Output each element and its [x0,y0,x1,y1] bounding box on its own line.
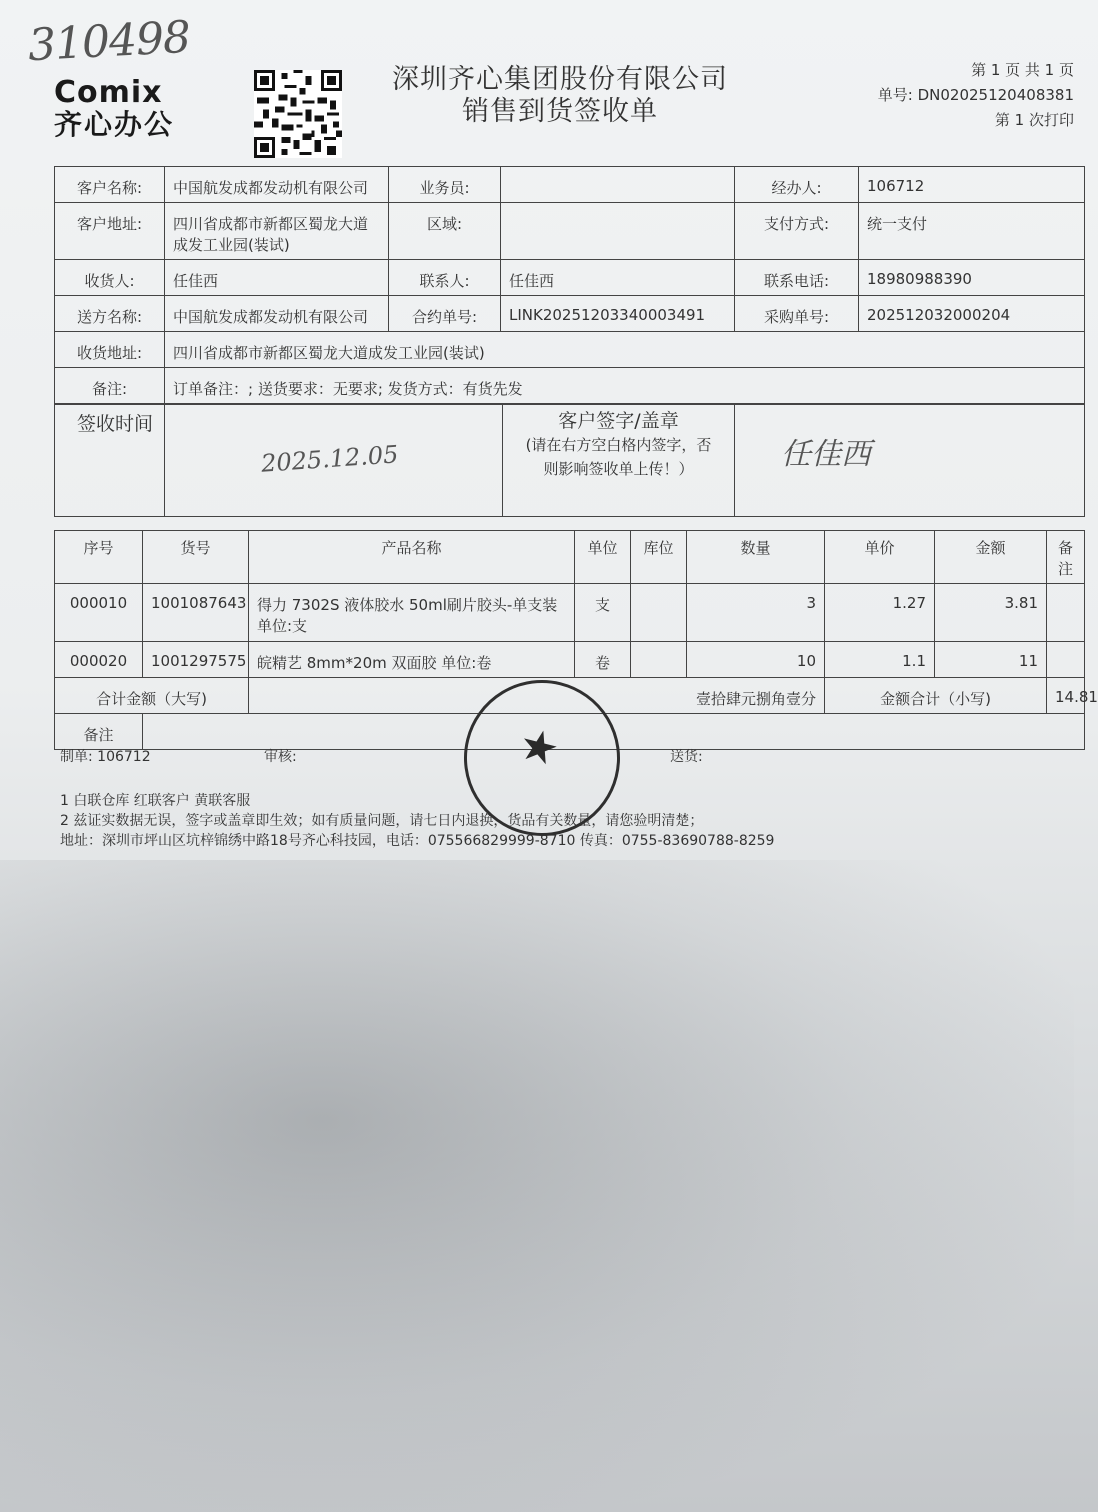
items-remarks-label: 备注 [55,714,143,750]
item-location [631,584,687,642]
signature-row [55,405,1085,517]
info-row-customer [55,167,1085,203]
total-lower-value: 14.81 [1047,678,1085,714]
customer-signature: 任佳西 [781,437,871,472]
info-row-delivery [55,332,1085,368]
doc-number [834,83,1074,108]
item-unit: 卷 [575,642,631,678]
total-upper-label: 合计金额（大写) [55,678,249,714]
receiver-label: 收货人: [55,260,165,296]
contract-label: 合约单号: [389,296,501,332]
col-qty: 数量 [687,531,825,584]
info-row-receiver [55,260,1085,296]
logo-text-en: Comix [54,75,163,110]
item-amount: 3.81 [935,584,1047,642]
footer-address: 地址：深圳市坪山区坑梓锦绣中路18号齐心科技园，电话：075566829999-8710 传真：0755-83690788-8259 [60,833,775,849]
col-note: 备注 [1047,531,1085,584]
star-icon: ★ [513,717,565,778]
item-location [631,642,687,678]
customer-address-line1: 四川省成都市新都区蜀龙大道 [173,215,369,233]
item-name [249,642,575,678]
sign-time-value: 2025.12.05 [260,440,400,478]
company-name: 深圳齐心集团股份有限公司 [392,64,728,95]
info-table [54,166,1085,404]
handler-value: 106712 [859,167,1085,203]
customer-address-line2: 成发工业园(装试) [173,236,290,254]
logo-text-cn: 齐心办公 [54,108,175,141]
qr-code-icon [254,70,342,158]
handwritten-number: 310498 [26,11,192,72]
photo-shadow [0,860,1074,1512]
page-info [834,58,1074,133]
comix-logo [54,75,175,142]
info-row-shipto [55,296,1085,332]
salesman-label: 业务员: [389,167,501,203]
item-seq: 000010 [55,584,143,642]
maker-label: 制单: [60,749,93,765]
footer-terms: 2 兹证实数据无误，签字或盖章即生效；如有质量问题，请七日内退换，货品有关数量，请您验明清楚； [60,813,704,829]
col-seq: 序号 [55,531,143,584]
po-value: 202512032000204 [859,296,1085,332]
item-note [1047,584,1085,642]
sign-time-cell[interactable] [165,405,503,517]
total-lower-label: 金额合计（小写) [825,678,1047,714]
print-count: 第 1 次打印 [994,111,1074,129]
maker-value: 106712 [97,749,151,765]
payment-label: 支付方式: [735,203,859,260]
doc-number-value: DN02025120408381 [917,86,1074,104]
table-row [55,584,1085,642]
po-label: 采购单号: [735,296,859,332]
doc-number-label: 单号: [877,86,913,104]
sign-note-line2: 则影响签收单上传！） [543,460,694,478]
contact-value: 任佳西 [501,260,735,296]
region-label: 区域: [389,203,501,260]
sign-note-line1: (请在右方空白格内签字，否 [525,436,712,454]
col-name: 产品名称 [249,531,575,584]
region-value [501,203,735,260]
customer-address-label: 客户地址: [55,203,165,260]
phone-value: 18980988390 [859,260,1085,296]
col-location: 库位 [631,531,687,584]
sign-time-label: 签收时间 [55,405,165,517]
document-title: 销售到货签收单 [462,96,658,127]
page-count: 第 1 页 共 1 页 [971,61,1074,79]
contact-label: 联系人: [389,260,501,296]
footer-copies: 1 白联仓库 红联客户 黄联客服 [60,793,251,809]
salesman-value [501,167,735,203]
item-qty: 3 [687,584,825,642]
item-qty: 10 [687,642,825,678]
phone-label: 联系电话: [735,260,859,296]
remarks-value: 订单备注：; 送货要求：无要求; 发货方式：有货先发 [165,368,1085,404]
item-price: 1.1 [825,642,935,678]
item-amount: 11 [935,642,1047,678]
delivery-address-label: 收货地址: [55,332,165,368]
item-name [249,584,575,642]
col-amount: 金额 [935,531,1047,584]
remarks-label: 备注: [55,368,165,404]
table-row [55,642,1085,678]
item-name-line1: 得力 7302S 液体胶水 50ml刷片胶头-单支装 [257,596,558,614]
col-unit: 单位 [575,531,631,584]
handler-label: 经办人: [735,167,859,203]
col-price: 单价 [825,531,935,584]
item-name-line1: 皖精艺 8mm*20m 双面胶 单位:卷 [257,654,492,672]
item-code: 1001087643 [143,584,249,642]
customer-name-label: 客户名称: [55,167,165,203]
item-unit: 支 [575,584,631,642]
item-price: 1.27 [825,584,935,642]
item-seq: 000020 [55,642,143,678]
signature-area[interactable] [735,405,1085,517]
delivery-address-value: 四川省成都市新都区蜀龙大道成发工业园(装试) [165,332,1085,368]
customer-address-value [165,203,389,260]
signature-table [54,404,1085,517]
item-code: 1001297575 [143,642,249,678]
sign-title: 客户签字/盖章 [558,410,679,432]
review-label: 审核: [264,749,297,765]
items-header-row [55,531,1085,584]
ship-to-label: 送方名称: [55,296,165,332]
col-code: 货号 [143,531,249,584]
item-note [1047,642,1085,678]
sign-instructions [503,405,735,517]
delivery-label: 送货: [670,749,703,765]
total-upper-value: 壹拾肆元捌角壹分 [249,678,825,714]
payment-value: 统一支付 [859,203,1085,260]
info-row-remarks [55,368,1085,404]
customer-name-value: 中国航发成都发动机有限公司 [165,167,389,203]
footer-signoff [60,746,703,766]
item-name-line2: 单位:支 [257,617,308,635]
contract-value: LINK20251203340003491 [501,296,735,332]
ship-to-value: 中国航发成都发动机有限公司 [165,296,389,332]
info-row-address [55,203,1085,260]
receiver-value: 任佳西 [165,260,389,296]
